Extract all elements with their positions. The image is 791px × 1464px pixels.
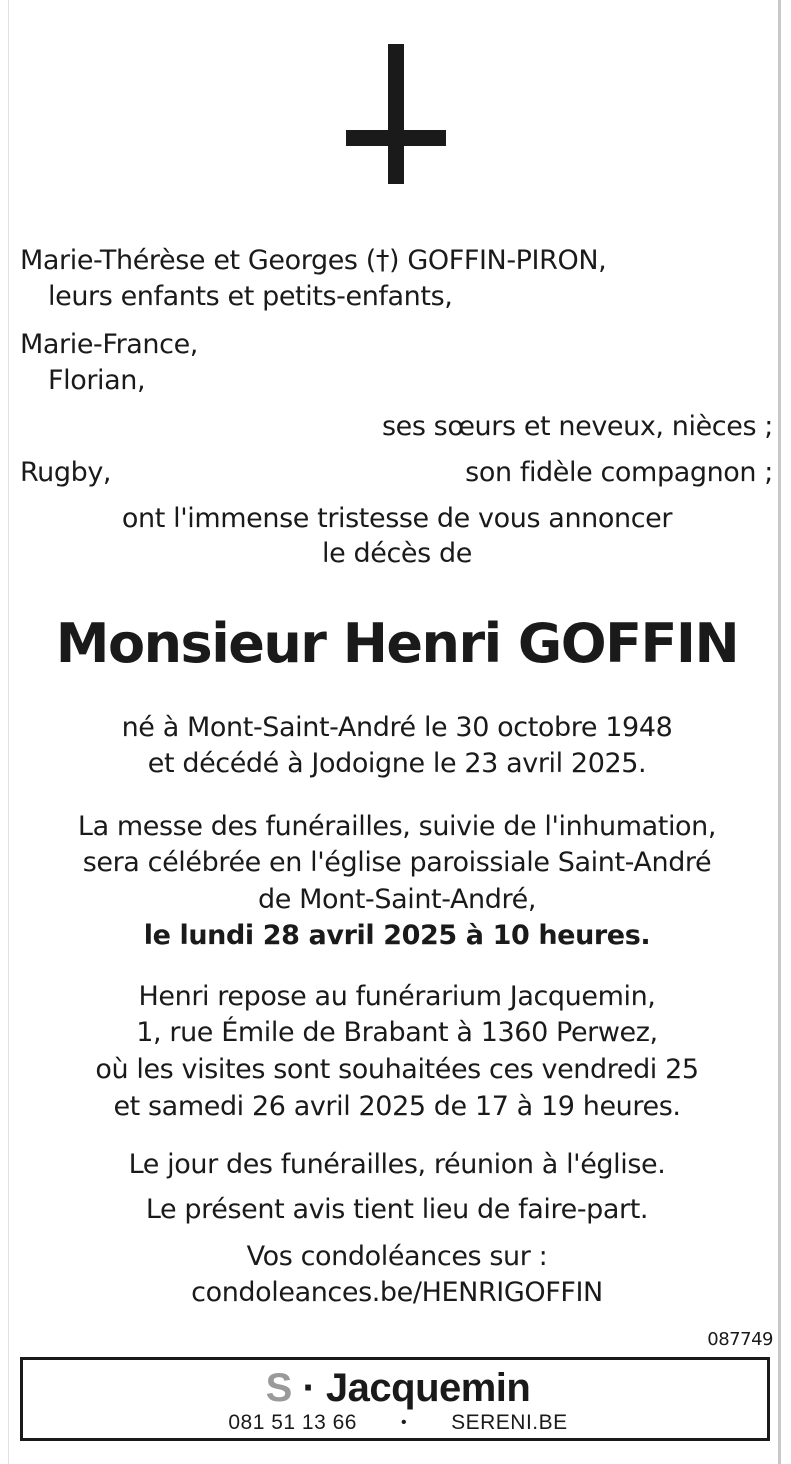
funeral-line-1: La messe des funérailles, suivie de l'inhumation, bbox=[77, 811, 717, 842]
left-border-line bbox=[8, 0, 9, 1464]
contact-line bbox=[23, 1410, 773, 1436]
sereni-logo-mark: S bbox=[265, 1366, 292, 1410]
birth-line: né à Mont-Saint-André le 30 octobre 1948 bbox=[121, 712, 673, 743]
gathering-note: Le jour des funérailles, réunion à l'église. bbox=[128, 1149, 666, 1180]
family-line-5: ses sœurs et neveux, nièces ; bbox=[381, 411, 773, 442]
visitation-line-4: et samedi 26 avril 2025 de 17 à 19 heures. bbox=[113, 1091, 681, 1122]
funeral-home-logo bbox=[23, 1366, 773, 1410]
reference-number: 087749 bbox=[707, 1329, 773, 1350]
announcement-line-1: ont l'immense tristesse de vous annoncer bbox=[121, 503, 673, 534]
rugby-role: son fidèle compagnon ; bbox=[465, 457, 773, 488]
family-line-3: Marie-France, bbox=[20, 329, 198, 360]
condolences-label: Vos condoléances sur : bbox=[246, 1241, 548, 1272]
visitation-line-1: Henri repose au funérarium Jacquemin, bbox=[138, 981, 656, 1012]
family-line-1: Marie-Thérèse et Georges (†) GOFFIN-PIRON, bbox=[20, 245, 607, 276]
visitation-line-3: où les visites sont souhaitées ces vendredi 25 bbox=[95, 1054, 699, 1085]
cross-icon bbox=[346, 44, 446, 184]
funeral-line-2: sera célébrée en l'église paroissiale Saint-André bbox=[82, 847, 712, 878]
phone-number[interactable]: 081 51 13 66 bbox=[228, 1411, 357, 1434]
funeral-home-name: Jacquemin bbox=[325, 1366, 531, 1410]
rugby-name: Rugby, bbox=[20, 457, 112, 488]
family-line-4: Florian, bbox=[48, 365, 146, 396]
faire-part-note: Le présent avis tient lieu de faire-part. bbox=[145, 1194, 649, 1225]
right-border-line bbox=[778, 0, 781, 1464]
logo-separator: · bbox=[302, 1366, 316, 1410]
funeral-home-footer bbox=[20, 1357, 770, 1441]
deceased-name: Monsieur Henri GOFFIN bbox=[55, 612, 739, 675]
visitation-line-2: 1, rue Émile de Brabant à 1360 Perwez, bbox=[136, 1017, 658, 1048]
funeral-line-3: de Mont-Saint-André, bbox=[257, 884, 537, 915]
announcement-line-2: le décès de bbox=[322, 538, 472, 569]
family-line-2: leurs enfants et petits-enfants, bbox=[48, 281, 453, 312]
bullet-separator: • bbox=[400, 1414, 408, 1431]
funeral-date: le lundi 28 avril 2025 à 10 heures. bbox=[143, 920, 651, 951]
website-link[interactable]: SERENI.BE bbox=[451, 1411, 568, 1434]
condolences-link[interactable]: condoleances.be/HENRIGOFFIN bbox=[191, 1277, 603, 1308]
death-line: et décédé à Jodoigne le 23 avril 2025. bbox=[147, 748, 647, 779]
